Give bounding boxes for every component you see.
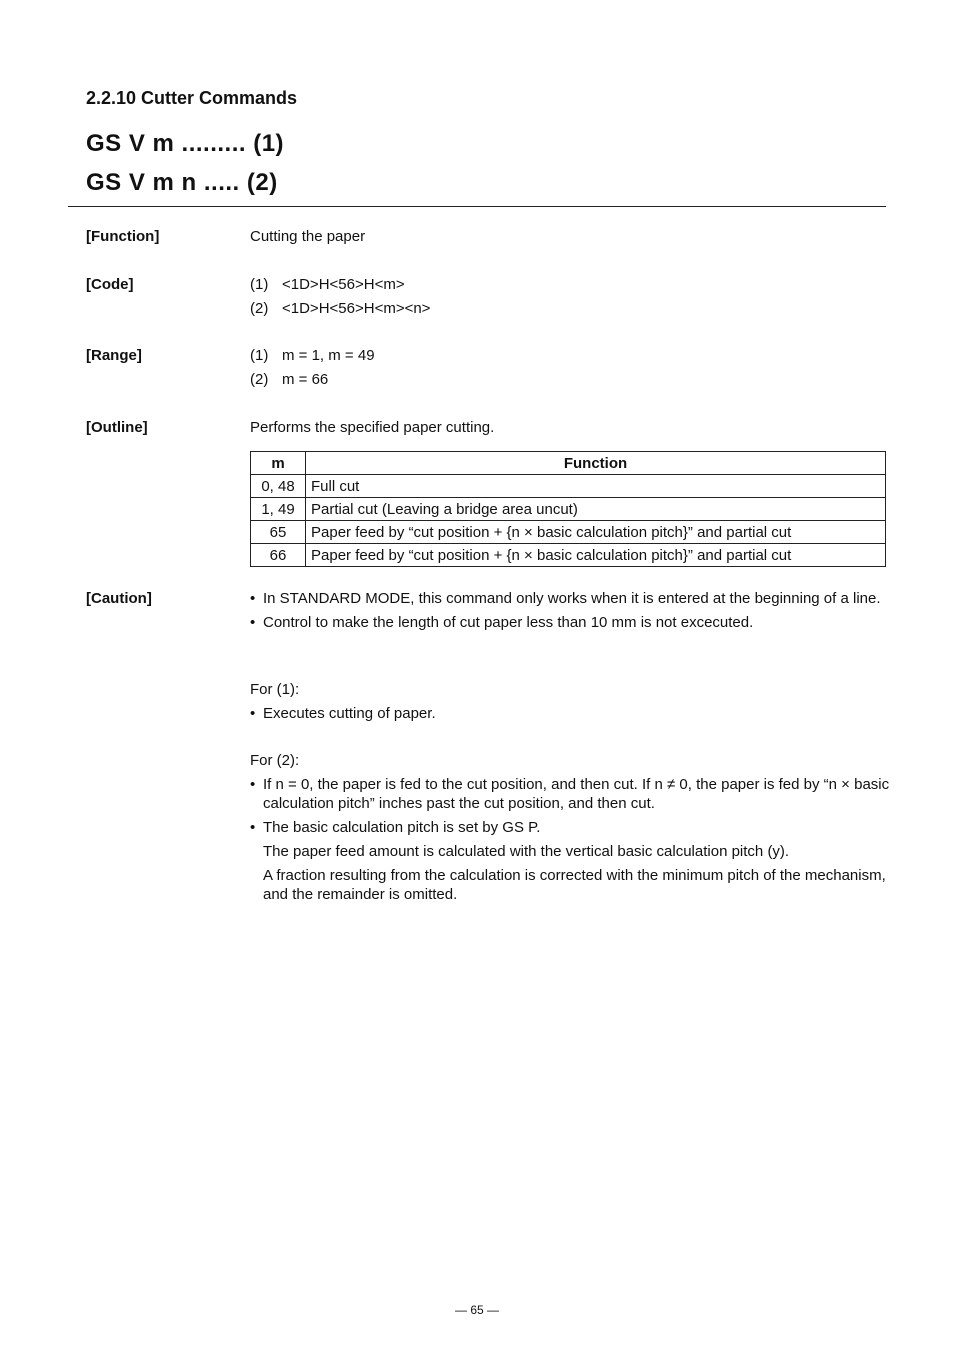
bullet-icon: •: [250, 590, 256, 607]
range-item-2-text: m = 66: [282, 371, 329, 388]
table-header-m: m: [251, 452, 306, 475]
code-item-2-num: (2): [250, 300, 269, 317]
code-item-1: [250, 275, 405, 295]
table-header-function: Function: [306, 452, 886, 475]
table-header-row: [251, 452, 886, 475]
page-number: — 65 —: [454, 1303, 499, 1317]
table-cell-function: Partial cut (Leaving a bridge area uncut): [306, 498, 886, 521]
range-item-2-num: (2): [250, 371, 269, 388]
table-row: [251, 475, 886, 498]
table-cell-m: 1, 49: [251, 498, 306, 521]
for2-item2-para2: A fraction resulting from the calculation is corrected with the minimum pitch of the mechanism, and the remainder is omitted.: [263, 867, 886, 903]
command-title-1: GS V m ......... (1): [86, 130, 285, 157]
list-item: • In STANDARD MODE, this command only works when it is entered at the beginning of a line.: [250, 590, 881, 607]
table-row: [251, 521, 886, 544]
caution-label: [Caution]: [86, 590, 152, 607]
caution-general-list: [250, 589, 890, 637]
list-item: • The basic calculation pitch is set by GS P.: [250, 819, 541, 836]
table-cell-function: Paper feed by “cut position + {n × basic calculation pitch}” and partial cut: [306, 544, 886, 567]
table-cell-m: 0, 48: [251, 475, 306, 498]
list-item: • Control to make the length of cut paper less than 10 mm is not excecuted.: [250, 614, 754, 631]
table-cell-function: Paper feed by “cut position + {n × basic calculation pitch}” and partial cut: [306, 521, 886, 544]
table-row: [251, 544, 886, 567]
table-cell-m: 65: [251, 521, 306, 544]
range-item-1: [250, 346, 375, 366]
outline-text: Performs the specified paper cutting.: [250, 419, 495, 436]
code-item-2-text: <1D>H<56>H<m><n>: [282, 300, 431, 317]
range-item-2: [250, 370, 328, 390]
section-heading: 2.2.10 Cutter Commands: [86, 88, 298, 108]
range-label: [Range]: [86, 347, 142, 364]
bullet-icon: •: [250, 776, 256, 793]
function-label: [Function]: [86, 228, 160, 245]
code-item-1-text: <1D>H<56>H<m>: [282, 276, 405, 293]
for2-item2-para1: The paper feed amount is calculated with the vertical basic calculation pitch (y).: [263, 843, 790, 860]
table-cell-m: 66: [251, 544, 306, 567]
outline-label: [Outline]: [86, 419, 148, 436]
list-item: • If n = 0, the paper is fed to the cut position, and then cut. If n ≠ 0, the paper is fed by “n × basic calculation pitch” inches past the cut position, and then cut.: [250, 776, 890, 812]
caution-for1: [250, 680, 890, 728]
for2-heading: For (2):: [250, 752, 300, 769]
bullet-icon: •: [250, 819, 256, 836]
code-label: [Code]: [86, 276, 134, 293]
title-divider: [68, 206, 886, 207]
command-title-2: GS V m n ..... (2): [86, 169, 278, 196]
bullet-icon: •: [250, 705, 256, 722]
for1-heading: For (1):: [250, 681, 300, 698]
function-text: Cutting the paper: [250, 228, 366, 245]
table-cell-function: Full cut: [306, 475, 886, 498]
caution-for2: [250, 751, 890, 909]
bullet-icon: •: [250, 614, 256, 631]
code-item-1-num: (1): [250, 276, 269, 293]
range-item-1-num: (1): [250, 347, 269, 364]
function-table: [250, 451, 886, 567]
range-item-1-text: m = 1, m = 49: [282, 347, 375, 364]
list-item: • Executes cutting of paper.: [250, 705, 436, 722]
code-item-2: [250, 299, 430, 319]
table-row: [251, 498, 886, 521]
